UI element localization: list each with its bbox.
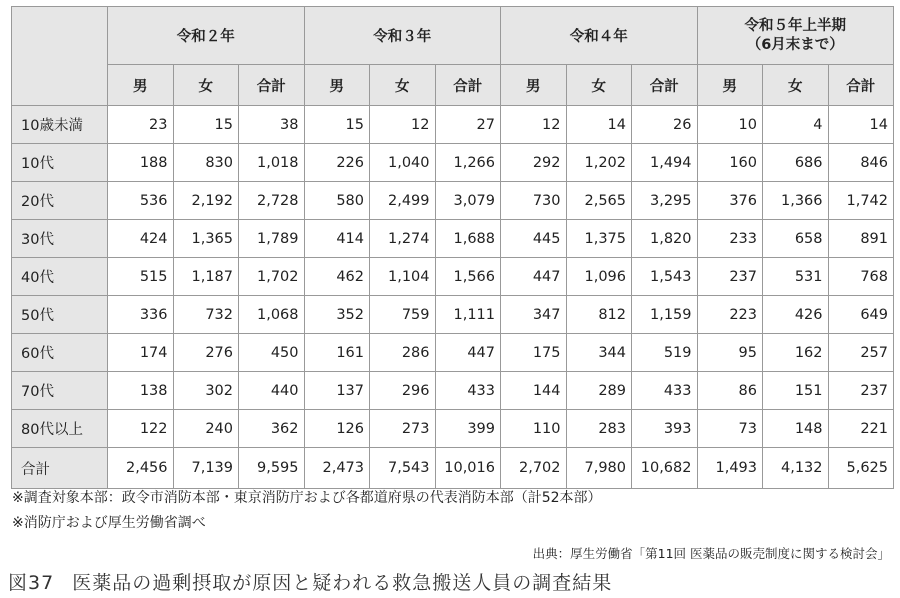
table-row [12,410,894,448]
table-cell: 1,111 [435,296,501,334]
sub-header-total: 合計 [828,65,894,106]
table-cell: 362 [239,410,305,448]
table-cell: 580 [304,182,370,220]
table-cell: 830 [173,144,239,182]
row-label: 50代 [12,296,108,334]
table-cell: 759 [370,296,436,334]
table-row [12,448,894,489]
table-cell: 344 [566,334,632,372]
table-cell: 162 [763,334,829,372]
table-cell: 433 [435,372,501,410]
table-cell: 433 [632,372,698,410]
table-cell: 10 [697,106,763,144]
table-cell: 161 [304,334,370,372]
table-cell: 257 [828,334,894,372]
table-cell: 1,104 [370,258,436,296]
sub-header-male: 男 [108,65,174,106]
table-row [12,258,894,296]
corner-cell [12,7,108,106]
table-cell: 846 [828,144,894,182]
row-label: 10歳未満 [12,106,108,144]
table-cell: 122 [108,410,174,448]
table-cell: 1,375 [566,220,632,258]
row-label: 30代 [12,220,108,258]
table-cell: 414 [304,220,370,258]
table-cell: 658 [763,220,829,258]
sub-header-female: 女 [763,65,829,106]
table-cell: 1,266 [435,144,501,182]
table-cell: 110 [501,410,567,448]
table-cell: 144 [501,372,567,410]
table-cell: 12 [501,106,567,144]
table-cell: 1,187 [173,258,239,296]
table-cell: 9,595 [239,448,305,489]
table-cell: 237 [697,258,763,296]
table-cell: 891 [828,220,894,258]
sub-header-female: 女 [173,65,239,106]
table-cell: 450 [239,334,305,372]
table-cell: 393 [632,410,698,448]
table-row [12,334,894,372]
table-cell: 1,820 [632,220,698,258]
table-cell: 649 [828,296,894,334]
table-cell: 352 [304,296,370,334]
table-cell: 10,016 [435,448,501,489]
table-cell: 1,096 [566,258,632,296]
table-cell: 515 [108,258,174,296]
table-cell: 399 [435,410,501,448]
table-cell: 3,295 [632,182,698,220]
table-cell: 447 [435,334,501,372]
table-cell: 2,565 [566,182,632,220]
note-survey-scope: ※調査対象本部：政令市消防本部・東京消防庁および各都道府県の代表消防本部（計52本部） [12,490,602,506]
table-cell: 12 [370,106,436,144]
table-cell: 296 [370,372,436,410]
table-cell: 14 [566,106,632,144]
table-cell: 289 [566,372,632,410]
note-data-source: ※消防庁および厚生労働省調べ [12,515,206,531]
table-cell: 5,625 [828,448,894,489]
sub-header-total: 合計 [632,65,698,106]
table-row [12,144,894,182]
period-header-r2: 令和２年 [108,7,305,65]
table-cell: 188 [108,144,174,182]
table-cell: 302 [173,372,239,410]
sub-header-male: 男 [501,65,567,106]
period-header-r3: 令和３年 [304,7,501,65]
table-row [12,182,894,220]
row-label: 40代 [12,258,108,296]
table-cell: 237 [828,372,894,410]
table-cell: 1,202 [566,144,632,182]
table-cell: 292 [501,144,567,182]
table-cell: 233 [697,220,763,258]
figure-caption [8,568,612,595]
table-cell: 148 [763,410,829,448]
table-cell: 7,980 [566,448,632,489]
table-cell: 126 [304,410,370,448]
table-cell: 223 [697,296,763,334]
table-cell: 7,543 [370,448,436,489]
sub-header-male: 男 [304,65,370,106]
table-cell: 38 [239,106,305,144]
table-cell: 812 [566,296,632,334]
sex-header-row [12,65,894,106]
table-cell: 240 [173,410,239,448]
table-cell: 2,456 [108,448,174,489]
table-cell: 73 [697,410,763,448]
row-label: 合計 [12,448,108,489]
table-cell: 1,702 [239,258,305,296]
table-cell: 2,728 [239,182,305,220]
table-cell: 1,493 [697,448,763,489]
table-cell: 160 [697,144,763,182]
table-cell: 4,132 [763,448,829,489]
period-header-r5-h1: 令和５年上半期 （6月末まで） [697,7,894,65]
row-label: 20代 [12,182,108,220]
period-header-r4: 令和４年 [501,7,698,65]
table-cell: 23 [108,106,174,144]
row-label: 70代 [12,372,108,410]
period-header-row [12,7,894,65]
table-cell: 175 [501,334,567,372]
table-cell: 286 [370,334,436,372]
sub-header-female: 女 [370,65,436,106]
table-cell: 2,702 [501,448,567,489]
data-table [11,6,894,489]
figure-title: 医薬品の過剰摂取が原因と疑われる救急搬送人員の調査結果 [72,572,613,594]
table-cell: 1,494 [632,144,698,182]
table-cell: 426 [763,296,829,334]
table-cell: 1,068 [239,296,305,334]
table-cell: 7,139 [173,448,239,489]
table-cell: 686 [763,144,829,182]
table-cell: 336 [108,296,174,334]
table-cell: 1,159 [632,296,698,334]
table-cell: 14 [828,106,894,144]
table-cell: 2,473 [304,448,370,489]
table-cell: 2,192 [173,182,239,220]
table-cell: 440 [239,372,305,410]
table-cell: 1,040 [370,144,436,182]
table-cell: 445 [501,220,567,258]
table-row [12,372,894,410]
table-cell: 151 [763,372,829,410]
row-label: 80代以上 [12,410,108,448]
table-cell: 1,688 [435,220,501,258]
table-cell: 447 [501,258,567,296]
figure-number: 図37 [8,572,55,594]
table-cell: 276 [173,334,239,372]
table-cell: 531 [763,258,829,296]
table-cell: 424 [108,220,174,258]
table-cell: 86 [697,372,763,410]
table-cell: 226 [304,144,370,182]
table-header [12,7,894,106]
table-cell: 1,018 [239,144,305,182]
table-cell: 347 [501,296,567,334]
sub-header-male: 男 [697,65,763,106]
table-cell: 221 [828,410,894,448]
table-cell: 137 [304,372,370,410]
sub-header-total: 合計 [239,65,305,106]
table-cell: 273 [370,410,436,448]
table-cell: 26 [632,106,698,144]
row-label: 10代 [12,144,108,182]
table-cell: 730 [501,182,567,220]
table-cell: 1,742 [828,182,894,220]
table-cell: 4 [763,106,829,144]
table-cell: 536 [108,182,174,220]
table-cell: 1,274 [370,220,436,258]
table-cell: 1,566 [435,258,501,296]
table-row [12,106,894,144]
table-cell: 1,789 [239,220,305,258]
table-cell: 519 [632,334,698,372]
table-cell: 1,365 [173,220,239,258]
table-cell: 1,366 [763,182,829,220]
table-cell: 15 [173,106,239,144]
table-cell: 138 [108,372,174,410]
table-cell: 15 [304,106,370,144]
table-cell: 732 [173,296,239,334]
table-body [12,106,894,489]
table-cell: 1,543 [632,258,698,296]
table-cell: 768 [828,258,894,296]
table-cell: 10,682 [632,448,698,489]
table-cell: 3,079 [435,182,501,220]
source-citation: 出典：厚生労働省「第11回 医薬品の販売制度に関する検討会」 [532,546,890,561]
sub-header-total: 合計 [435,65,501,106]
table-cell: 376 [697,182,763,220]
table-cell: 462 [304,258,370,296]
table-row [12,296,894,334]
table-row [12,220,894,258]
table-cell: 174 [108,334,174,372]
table-cell: 95 [697,334,763,372]
row-label: 60代 [12,334,108,372]
table-cell: 27 [435,106,501,144]
sub-header-female: 女 [566,65,632,106]
table-cell: 2,499 [370,182,436,220]
table-cell: 283 [566,410,632,448]
